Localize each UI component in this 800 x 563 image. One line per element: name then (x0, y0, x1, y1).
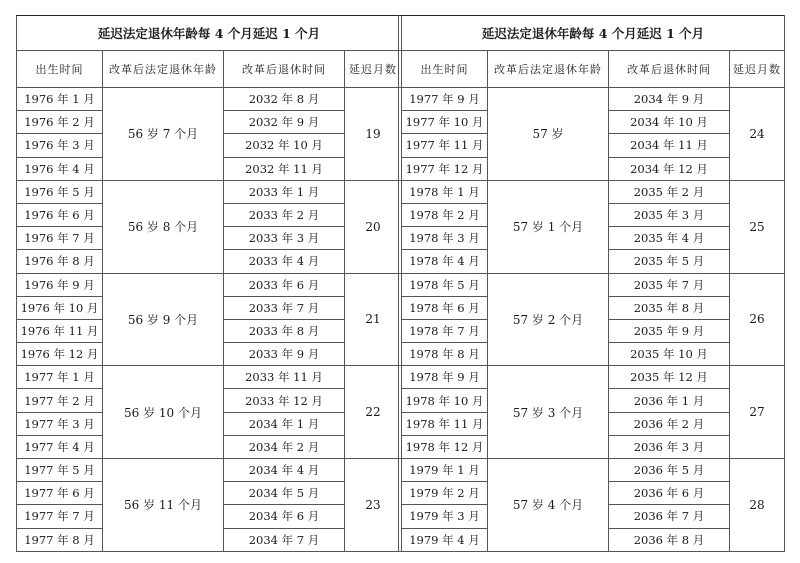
birth-time-cell: 1978 年 4 月 (402, 250, 488, 273)
retirement-table-right (401, 15, 785, 552)
right-table-panel (401, 15, 784, 552)
header-birth-time: 出生时间 (402, 51, 488, 88)
header-retirement-age: 改革后法定退休年龄 (103, 51, 224, 88)
header-retirement-time: 改革后退休时间 (224, 51, 345, 88)
delay-months-cell: 22 (345, 366, 402, 459)
header-delay-months: 延迟月数 (730, 51, 785, 88)
retirement-time-cell: 2036 年 3 月 (609, 435, 730, 458)
delay-months-cell: 20 (345, 180, 402, 273)
header-retirement-time: 改革后退休时间 (609, 51, 730, 88)
retirement-time-cell: 2033 年 7 月 (224, 296, 345, 319)
delay-months-cell: 25 (730, 180, 785, 273)
birth-time-cell: 1979 年 2 月 (402, 482, 488, 505)
retirement-time-cell: 2036 年 7 月 (609, 505, 730, 528)
retirement-time-cell: 2034 年 10 月 (609, 111, 730, 134)
birth-time-cell: 1976 年 3 月 (17, 134, 103, 157)
retirement-time-cell: 2036 年 5 月 (609, 459, 730, 482)
retirement-time-cell: 2033 年 2 月 (224, 203, 345, 226)
birth-time-cell: 1978 年 9 月 (402, 366, 488, 389)
retirement-age-cell: 57 岁 (488, 88, 609, 181)
retirement-age-cell: 56 岁 9 个月 (103, 273, 224, 366)
retirement-age-cell: 57 岁 3 个月 (488, 366, 609, 459)
table-row (17, 459, 402, 482)
retirement-time-cell: 2033 年 6 月 (224, 273, 345, 296)
header-retirement-age: 改革后法定退休年龄 (488, 51, 609, 88)
retirement-time-cell: 2035 年 3 月 (609, 203, 730, 226)
birth-time-cell: 1977 年 2 月 (17, 389, 103, 412)
birth-time-cell: 1976 年 10 月 (17, 296, 103, 319)
birth-time-cell: 1978 年 2 月 (402, 203, 488, 226)
birth-time-cell: 1979 年 3 月 (402, 505, 488, 528)
retirement-time-cell: 2033 年 12 月 (224, 389, 345, 412)
birth-time-cell: 1976 年 9 月 (17, 273, 103, 296)
birth-time-cell: 1977 年 6 月 (17, 482, 103, 505)
retirement-time-cell: 2034 年 11 月 (609, 134, 730, 157)
table-row (402, 273, 785, 296)
retirement-time-cell: 2033 年 9 月 (224, 343, 345, 366)
birth-time-cell: 1977 年 3 月 (17, 412, 103, 435)
retirement-time-cell: 2032 年 10 月 (224, 134, 345, 157)
retirement-time-cell: 2034 年 2 月 (224, 435, 345, 458)
birth-time-cell: 1976 年 8 月 (17, 250, 103, 273)
birth-time-cell: 1977 年 12 月 (402, 157, 488, 180)
table-body (17, 88, 402, 552)
birth-time-cell: 1979 年 1 月 (402, 459, 488, 482)
table-title: 延迟法定退休年龄每 4 个月延迟 1 个月 (17, 16, 402, 51)
retirement-time-cell: 2034 年 12 月 (609, 157, 730, 180)
table-row (402, 180, 785, 203)
retirement-time-cell: 2034 年 1 月 (224, 412, 345, 435)
birth-time-cell: 1976 年 11 月 (17, 319, 103, 342)
retirement-age-cell: 56 岁 10 个月 (103, 366, 224, 459)
birth-time-cell: 1978 年 7 月 (402, 319, 488, 342)
birth-time-cell: 1977 年 5 月 (17, 459, 103, 482)
delay-months-cell: 23 (345, 459, 402, 552)
birth-time-cell: 1978 年 12 月 (402, 435, 488, 458)
birth-time-cell: 1976 年 7 月 (17, 227, 103, 250)
table-body (402, 88, 785, 552)
retirement-time-cell: 2035 年 4 月 (609, 227, 730, 250)
retirement-age-cell: 56 岁 7 个月 (103, 88, 224, 181)
birth-time-cell: 1977 年 1 月 (17, 366, 103, 389)
retirement-time-cell: 2036 年 8 月 (609, 528, 730, 551)
table-row (402, 366, 785, 389)
retirement-age-cell: 57 岁 4 个月 (488, 459, 609, 552)
birth-time-cell: 1978 年 10 月 (402, 389, 488, 412)
retirement-time-cell: 2033 年 4 月 (224, 250, 345, 273)
birth-time-cell: 1978 年 11 月 (402, 412, 488, 435)
birth-time-cell: 1976 年 2 月 (17, 111, 103, 134)
retirement-time-cell: 2033 年 3 月 (224, 227, 345, 250)
retirement-time-cell: 2035 年 8 月 (609, 296, 730, 319)
birth-time-cell: 1978 年 5 月 (402, 273, 488, 296)
retirement-time-cell: 2033 年 8 月 (224, 319, 345, 342)
retirement-time-cell: 2033 年 11 月 (224, 366, 345, 389)
table-row (402, 459, 785, 482)
retirement-age-cell: 57 岁 1 个月 (488, 180, 609, 273)
birth-time-cell: 1977 年 9 月 (402, 88, 488, 111)
retirement-time-cell: 2033 年 1 月 (224, 180, 345, 203)
header-delay-months: 延迟月数 (345, 51, 402, 88)
delay-months-cell: 19 (345, 88, 402, 181)
retirement-time-cell: 2034 年 9 月 (609, 88, 730, 111)
retirement-time-cell: 2032 年 9 月 (224, 111, 345, 134)
birth-time-cell: 1978 年 6 月 (402, 296, 488, 319)
retirement-time-cell: 2034 年 7 月 (224, 528, 345, 551)
table-row (17, 88, 402, 111)
retirement-time-cell: 2035 年 12 月 (609, 366, 730, 389)
birth-time-cell: 1978 年 3 月 (402, 227, 488, 250)
retirement-age-cell: 56 岁 8 个月 (103, 180, 224, 273)
delay-months-cell: 27 (730, 366, 785, 459)
table-row (17, 273, 402, 296)
retirement-time-cell: 2034 年 4 月 (224, 459, 345, 482)
retirement-table-left (16, 15, 402, 552)
birth-time-cell: 1976 年 1 月 (17, 88, 103, 111)
birth-time-cell: 1977 年 7 月 (17, 505, 103, 528)
birth-time-cell: 1976 年 6 月 (17, 203, 103, 226)
retirement-time-cell: 2036 年 6 月 (609, 482, 730, 505)
birth-time-cell: 1977 年 8 月 (17, 528, 103, 551)
retirement-time-cell: 2032 年 11 月 (224, 157, 345, 180)
birth-time-cell: 1978 年 8 月 (402, 343, 488, 366)
retirement-time-cell: 2035 年 5 月 (609, 250, 730, 273)
birth-time-cell: 1976 年 5 月 (17, 180, 103, 203)
retirement-time-cell: 2036 年 1 月 (609, 389, 730, 412)
center-divider (398, 15, 399, 551)
birth-time-cell: 1977 年 10 月 (402, 111, 488, 134)
table-row (17, 366, 402, 389)
retirement-time-cell: 2035 年 10 月 (609, 343, 730, 366)
birth-time-cell: 1977 年 11 月 (402, 134, 488, 157)
retirement-time-cell: 2035 年 7 月 (609, 273, 730, 296)
retirement-time-cell: 2032 年 8 月 (224, 88, 345, 111)
delay-months-cell: 26 (730, 273, 785, 366)
delay-months-cell: 21 (345, 273, 402, 366)
birth-time-cell: 1976 年 12 月 (17, 343, 103, 366)
birth-time-cell: 1977 年 4 月 (17, 435, 103, 458)
header-birth-time: 出生时间 (17, 51, 103, 88)
delay-months-cell: 28 (730, 459, 785, 552)
birth-time-cell: 1978 年 1 月 (402, 180, 488, 203)
table-row (17, 180, 402, 203)
retirement-time-cell: 2035 年 9 月 (609, 319, 730, 342)
left-table-panel (16, 15, 401, 552)
retirement-time-cell: 2035 年 2 月 (609, 180, 730, 203)
retirement-time-cell: 2034 年 6 月 (224, 505, 345, 528)
birth-time-cell: 1979 年 4 月 (402, 528, 488, 551)
retirement-age-cell: 57 岁 2 个月 (488, 273, 609, 366)
table-row (402, 88, 785, 111)
table-title: 延迟法定退休年龄每 4 个月延迟 1 个月 (402, 16, 785, 51)
retirement-time-cell: 2036 年 2 月 (609, 412, 730, 435)
birth-time-cell: 1976 年 4 月 (17, 157, 103, 180)
retirement-age-cell: 56 岁 11 个月 (103, 459, 224, 552)
retirement-time-cell: 2034 年 5 月 (224, 482, 345, 505)
delay-months-cell: 24 (730, 88, 785, 181)
